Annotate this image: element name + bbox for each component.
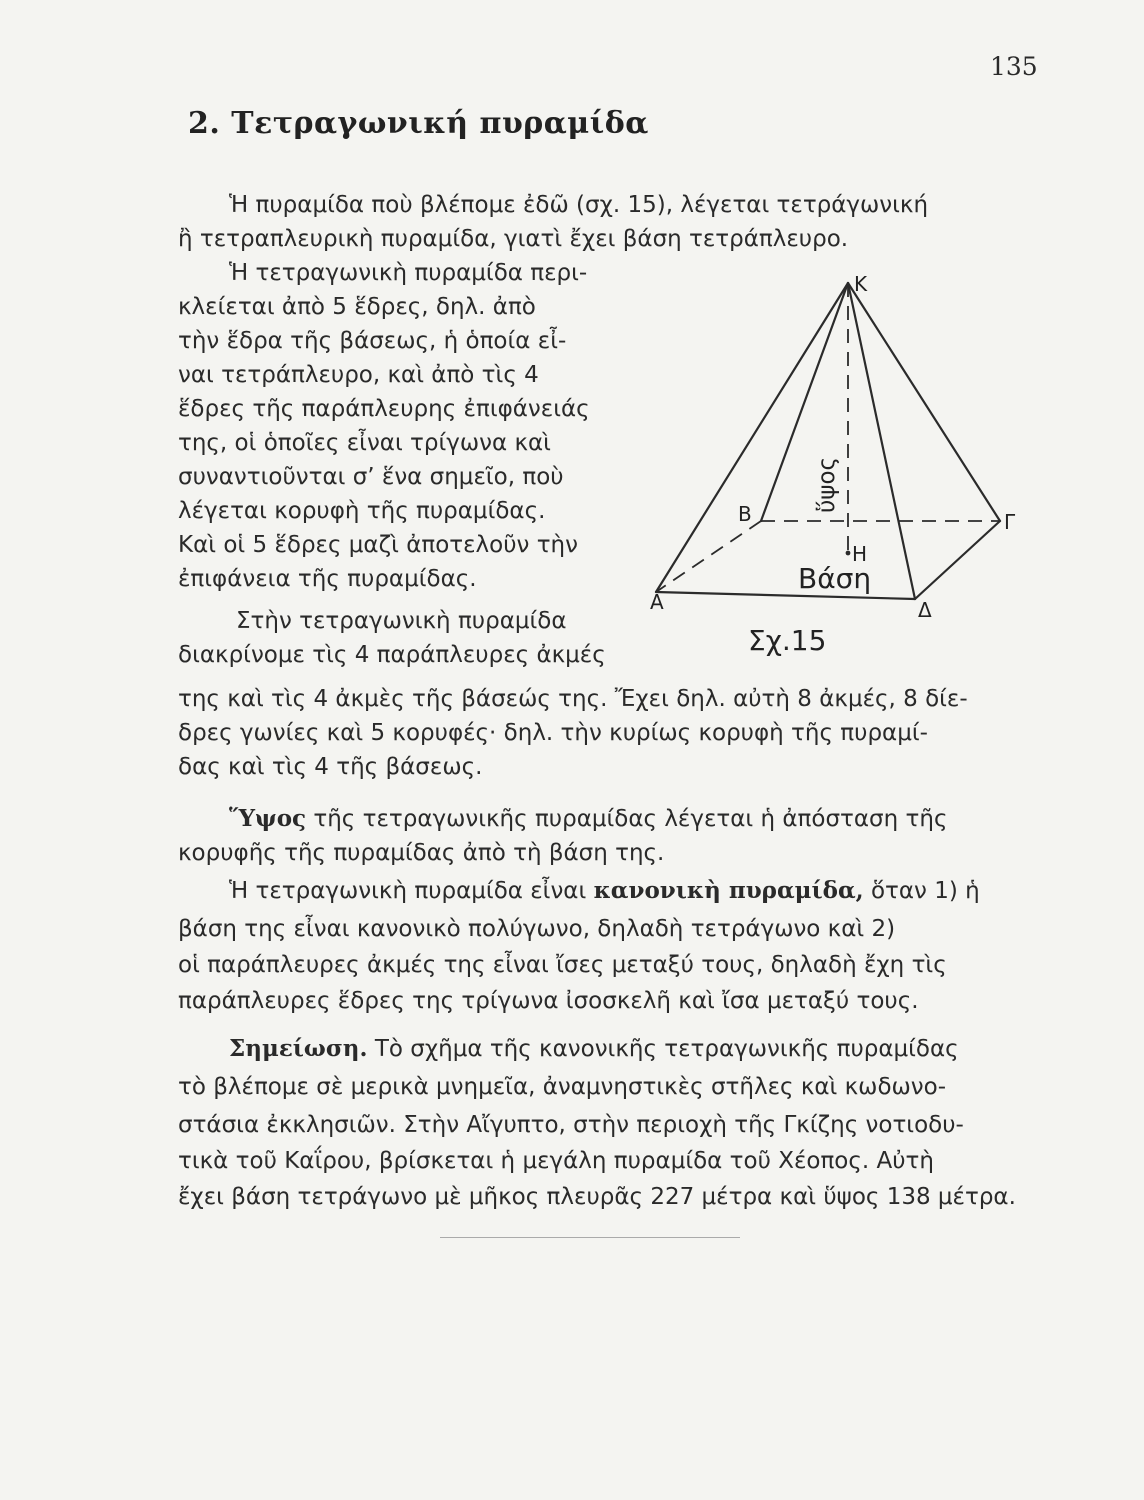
label-vertex-b: Β [738, 502, 752, 526]
regular-lead: Ἡ τετραγωνικὴ πυραμίδα εἶναι [229, 878, 594, 904]
column-line: Ἡ τετραγωνικὴ πυραμίδα περι- [229, 260, 588, 286]
page-number: 135 [990, 52, 1038, 81]
edge-kg [848, 283, 1000, 521]
edges-line: της καὶ τὶς 4 ἀκμὲς τῆς βάσεώς της. Ἔχει δηλ. αὐτὴ 8 ἀκμές, 8 δίε- [178, 686, 968, 712]
label-apex-k: Κ [854, 272, 868, 296]
column-line: ναι τετράπλευρο, καὶ ἀπὸ τὶς 4 [178, 362, 539, 388]
foot-point [846, 551, 851, 556]
height-term: Ὕψος [229, 805, 307, 832]
regular-line [229, 876, 980, 906]
hidden-edge-ba [656, 521, 761, 592]
base-label: Βάση [798, 562, 872, 595]
edges-line: δας καὶ τὶς 4 τῆς βάσεως. [178, 754, 483, 780]
column-line: ἐπιφάνεια τῆς πυραμίδας. [178, 566, 477, 592]
height-def-line [229, 804, 947, 834]
note-line: ἔχει βάση τετράγωνο μὲ μῆκος πλευρᾶς 227 μέτρα καὶ ὕψος 138 μέτρα. [178, 1184, 1016, 1210]
column-line: τὴν ἕδρα τῆς βάσεως, ἡ ὁποία εἶ- [178, 328, 567, 354]
edge-dg [915, 521, 1000, 599]
note-first: Τὸ σχῆμα τῆς κανονικῆς τετραγωνικῆς πυραμίδας [367, 1036, 959, 1062]
column-line: κλείεται ἀπὸ 5 ἕδρες, δηλ. ἀπὸ [178, 294, 536, 320]
column-line: λέγεται κορυφὴ τῆς πυραμίδας. [178, 498, 546, 524]
note-label: Σημείωση. [229, 1035, 368, 1062]
intro-line: Ἡ πυραμίδα ποὺ βλέπομε ἐδῶ (σχ. 15), λέγεται τετράγωνική [229, 192, 929, 218]
label-vertex-a: Α [650, 590, 664, 614]
figure-caption: Σχ.15 [748, 624, 827, 657]
edge-ka [656, 283, 848, 592]
note-line: τικὰ τοῦ Καΐρου, βρίσκεται ἡ μεγάλη πυραμίδα τοῦ Χέοπος. Αὐτὴ [178, 1148, 934, 1174]
column-line: της, οἱ ὁποῖες εἶναι τρίγωνα καὶ [178, 430, 551, 456]
label-foot-h: Η [852, 542, 868, 566]
column-line: ἕδρες τῆς παράπλευρης ἐπιφάνειάς [178, 396, 590, 422]
height-def-text: τῆς τετραγωνικῆς πυραμίδας λέγεται ἡ ἀπόσταση τῆς [306, 806, 948, 832]
footer-rule [440, 1237, 740, 1238]
intro-line: ἢ τετραπλευρικὴ πυραμίδα, γιατὶ ἔχει βάση τετράπλευρο. [178, 226, 849, 252]
column-line: Στὴν τετραγωνικὴ πυραμίδα [236, 608, 567, 634]
regular-line: παράπλευρες ἕδρες της τρίγωνα ἰσοσκελῆ καὶ ἴσα μεταξύ τους. [178, 988, 919, 1014]
regular-line: βάση της εἶναι κανονικὸ πολύγωνο, δηλαδὴ τετράγωνο καὶ 2) [178, 916, 896, 942]
label-vertex-g: Γ [1004, 510, 1016, 534]
regular-term: κανονικὴ πυραμίδα, [593, 877, 864, 904]
pyramid-figure [640, 265, 1040, 685]
height-label: ὕψος [814, 456, 840, 513]
note-line: τὸ βλέπομε σὲ μερικὰ μνημεῖα, ἀναμνηστικὲς στῆλες καὶ κωδωνο- [178, 1074, 946, 1100]
regular-tail: ὅταν 1) ἡ [863, 878, 980, 904]
note-line: στάσια ἐκκλησιῶν. Στὴν Αἴγυπτο, στὴν περιοχὴ τῆς Γκίζης νοτιοδυ- [178, 1112, 964, 1138]
section-title: 2. Τετραγωνική πυραμίδα [188, 106, 649, 141]
label-vertex-d: Δ [918, 598, 932, 622]
column-line: συναντιοῦνται σ’ ἕνα σημεῖο, ποὺ [178, 464, 564, 490]
note-line [229, 1034, 959, 1064]
column-line: Καὶ οἱ 5 ἕδρες μαζὶ ἀποτελοῦν τὴν [178, 532, 578, 558]
height-def-line: κορυφῆς τῆς πυραμίδας ἀπὸ τὴ βάση της. [178, 840, 665, 866]
edge-ad [656, 592, 915, 599]
edges-line: δρες γωνίες καὶ 5 κορυφές· δηλ. τὴν κυρίως κορυφὴ τῆς πυραμί- [178, 720, 928, 746]
regular-line: οἱ παράπλευρες ἀκμές της εἶναι ἴσες μεταξύ τους, δηλαδὴ ἔχη τὶς [178, 952, 947, 978]
column-line: διακρίνομε τὶς 4 παράπλευρες ἀκμές [178, 642, 606, 668]
